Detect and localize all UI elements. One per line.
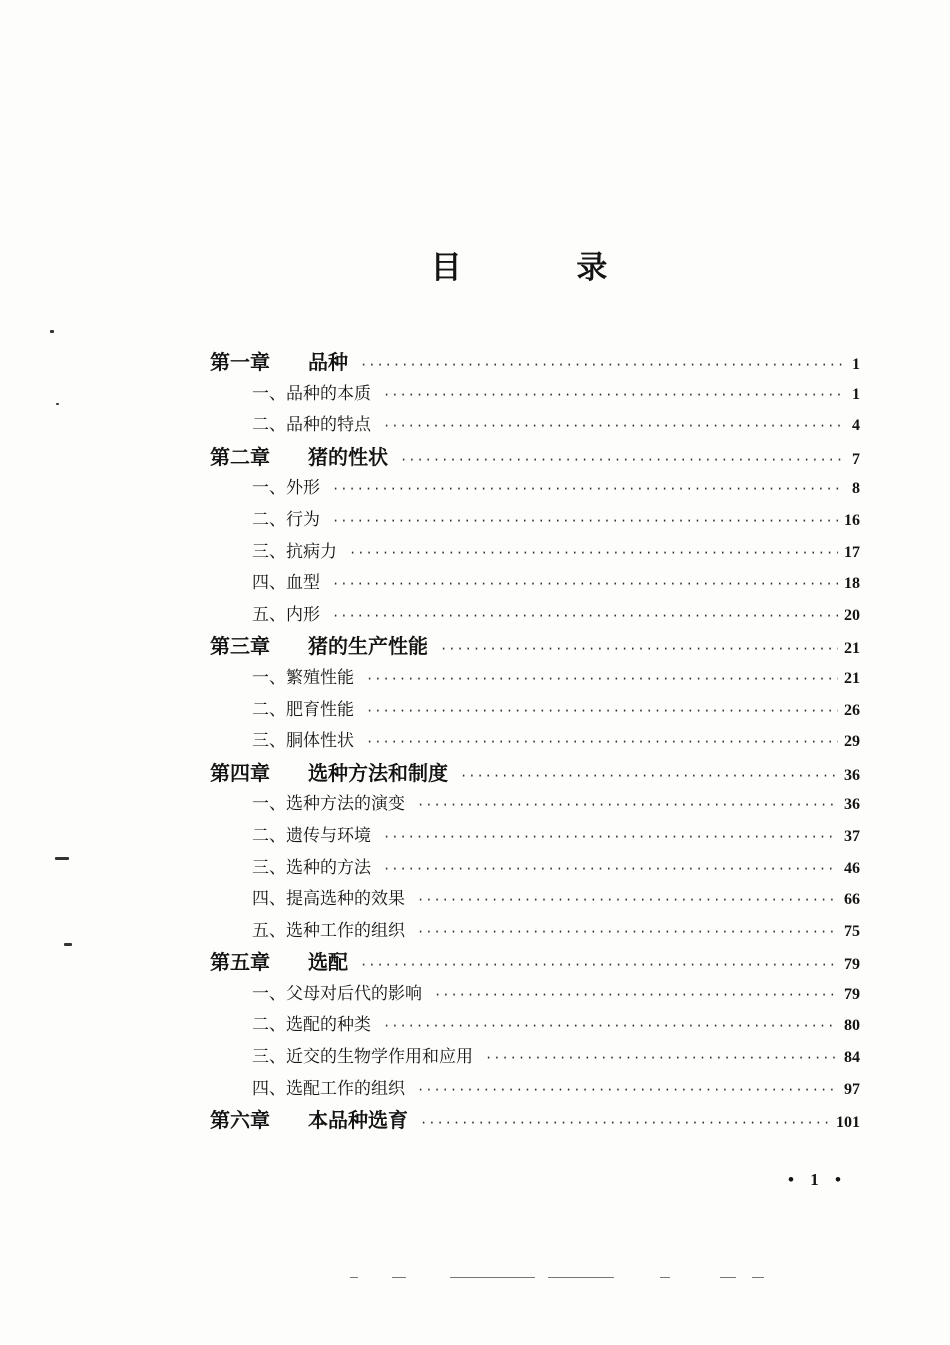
section-page-number: 17	[844, 543, 860, 561]
toc-section-row	[210, 1074, 860, 1106]
section-title: 繁殖性能	[286, 667, 354, 688]
section-title: 提高选种的效果	[286, 889, 405, 910]
dot-leader	[332, 506, 838, 538]
dot-leader	[349, 538, 838, 570]
section-number: 三、	[252, 541, 286, 562]
section-label	[252, 1042, 473, 1074]
toc-chapter-row	[210, 442, 860, 474]
section-number: 二、	[252, 415, 286, 436]
toc-chapter-row	[210, 347, 860, 379]
chapter-label	[210, 347, 348, 379]
toc-chapter-row	[210, 1105, 860, 1137]
toc-chapter-row	[210, 631, 860, 663]
chapter-page-number: 7	[852, 450, 860, 468]
section-number: 一、	[252, 667, 286, 688]
toc-section-row	[210, 537, 860, 569]
section-number: 一、	[252, 478, 286, 499]
section-label	[252, 726, 354, 758]
dot-leader	[332, 601, 838, 633]
section-page-number: 18	[844, 575, 860, 593]
page-folio: • 1 •	[788, 1170, 847, 1189]
chapter-number: 第六章	[210, 1108, 270, 1133]
section-title: 选配工作的组织	[286, 1078, 405, 1099]
toc-section-row	[210, 505, 860, 537]
section-number: 五、	[252, 604, 286, 625]
toc-section-row	[210, 695, 860, 727]
section-page-number: 4	[852, 417, 860, 435]
chapter-number: 第五章	[210, 950, 270, 975]
section-page-number: 80	[844, 1017, 860, 1035]
page-title: 目 录	[430, 250, 660, 286]
chapter-label	[210, 1105, 408, 1137]
section-page-number: 79	[844, 985, 860, 1003]
toc-section-row	[210, 789, 860, 821]
dot-leader	[383, 380, 842, 412]
scan-rule-fragment	[548, 1277, 614, 1278]
scan-speck	[50, 330, 54, 333]
section-title: 品种的本质	[286, 383, 371, 404]
section-label	[252, 1010, 371, 1042]
dot-leader	[417, 1075, 838, 1107]
dot-leader	[460, 761, 838, 793]
section-number: 四、	[252, 1078, 286, 1099]
chapter-label	[210, 442, 388, 474]
section-title: 选种方法的演变	[286, 794, 405, 815]
dot-leader	[366, 727, 838, 759]
toc-section-row	[210, 379, 860, 411]
toc-section-row	[210, 916, 860, 948]
chapter-label	[210, 758, 448, 790]
dot-leader	[360, 950, 838, 982]
section-page-number: 29	[844, 733, 860, 751]
toc-chapter-row	[210, 947, 860, 979]
toc-section-row	[210, 410, 860, 442]
chapter-title: 品种	[308, 350, 348, 374]
toc-chapter-row	[210, 758, 860, 790]
dot-leader	[383, 411, 842, 443]
section-page-number: 37	[844, 827, 860, 845]
section-title: 遗传与环境	[286, 825, 371, 846]
section-title: 肥育性能	[286, 699, 354, 720]
section-title: 胴体性状	[286, 731, 354, 752]
section-label	[252, 979, 422, 1011]
section-label	[252, 537, 337, 569]
section-number: 二、	[252, 509, 286, 530]
chapter-title: 猪的生产性能	[308, 634, 428, 659]
section-title: 内形	[286, 604, 320, 625]
chapter-title: 本品种选育	[308, 1108, 408, 1133]
chapter-title: 选种方法和制度	[308, 760, 448, 785]
section-label	[252, 410, 371, 442]
toc-section-row	[210, 600, 860, 632]
toc-section-row	[210, 1010, 860, 1042]
section-label	[252, 695, 354, 727]
section-page-number: 1	[852, 385, 860, 403]
toc-section-row	[210, 663, 860, 695]
section-label	[252, 473, 320, 505]
dot-leader	[417, 790, 838, 822]
section-number: 五、	[252, 920, 286, 941]
dot-leader	[420, 1108, 830, 1140]
section-label	[252, 568, 320, 600]
section-title: 血型	[286, 573, 320, 594]
section-page-number: 16	[844, 511, 860, 529]
dot-leader	[332, 474, 842, 506]
toc-section-row	[210, 884, 860, 916]
dot-leader	[417, 885, 838, 917]
section-number: 一、	[252, 983, 286, 1004]
dot-leader	[417, 917, 838, 949]
section-label	[252, 884, 405, 916]
section-label	[252, 853, 371, 885]
section-title: 抗病力	[286, 541, 337, 562]
section-number: 一、	[252, 794, 286, 815]
scan-rule-fragment	[720, 1277, 736, 1278]
chapter-number: 第四章	[210, 760, 270, 785]
chapter-page-number: 21	[844, 640, 860, 658]
section-label	[252, 505, 320, 537]
section-label	[252, 379, 371, 411]
scan-rule-fragment	[450, 1277, 535, 1278]
section-number: 三、	[252, 1047, 286, 1068]
scan-rule-fragment	[752, 1277, 764, 1278]
section-page-number: 97	[844, 1080, 860, 1098]
section-page-number: 84	[844, 1049, 860, 1067]
section-page-number: 26	[844, 701, 860, 719]
section-page-number: 75	[844, 922, 860, 940]
toc-section-row	[210, 568, 860, 600]
section-title: 外形	[286, 478, 320, 499]
section-page-number: 20	[844, 606, 860, 624]
section-number: 三、	[252, 731, 286, 752]
section-title: 行为	[286, 509, 320, 530]
dot-leader	[366, 664, 838, 696]
toc-section-row	[210, 1042, 860, 1074]
scan-speck	[55, 857, 69, 860]
toc-section-row	[210, 726, 860, 758]
dot-leader	[485, 1043, 838, 1075]
section-label	[252, 916, 405, 948]
table-of-contents	[210, 347, 860, 1137]
chapter-page-number: 79	[844, 956, 860, 974]
dot-leader	[383, 822, 838, 854]
section-number: 四、	[252, 573, 286, 594]
section-page-number: 46	[844, 859, 860, 877]
dot-leader	[383, 1011, 838, 1043]
section-title: 选种工作的组织	[286, 920, 405, 941]
dot-leader	[360, 350, 842, 382]
chapter-page-number: 1	[852, 356, 860, 373]
section-label	[252, 789, 405, 821]
chapter-label	[210, 631, 428, 663]
scan-speck	[56, 403, 59, 405]
section-title: 近交的生物学作用和应用	[286, 1047, 473, 1068]
dot-leader	[383, 854, 838, 886]
chapter-title: 选配	[308, 950, 348, 975]
scan-speck	[64, 943, 72, 946]
section-title: 父母对后代的影响	[286, 983, 422, 1004]
chapter-number: 第二章	[210, 444, 270, 469]
toc-section-row	[210, 853, 860, 885]
section-label	[252, 821, 371, 853]
dot-leader	[332, 569, 838, 601]
section-page-number: 36	[844, 796, 860, 814]
scan-rule-fragment	[660, 1277, 670, 1278]
dot-leader	[434, 980, 838, 1012]
section-title: 品种的特点	[286, 415, 371, 436]
chapter-number: 第三章	[210, 634, 270, 659]
section-number: 二、	[252, 699, 286, 720]
scan-rule-fragment	[392, 1277, 406, 1278]
chapter-number: 第一章	[210, 350, 270, 374]
section-page-number: 8	[852, 480, 860, 498]
chapter-page-number: 36	[844, 766, 860, 784]
chapter-page-number: 101	[836, 1114, 860, 1132]
toc-section-row	[210, 473, 860, 505]
section-number: 一、	[252, 383, 286, 404]
section-number: 三、	[252, 857, 286, 878]
toc-section-row	[210, 979, 860, 1011]
toc-section-row	[210, 821, 860, 853]
dot-leader	[400, 445, 842, 477]
scan-rule-fragment	[350, 1277, 358, 1278]
section-number: 四、	[252, 889, 286, 910]
section-label	[252, 600, 320, 632]
section-title: 选种的方法	[286, 857, 371, 878]
section-page-number: 66	[844, 891, 860, 909]
section-label	[252, 1074, 405, 1106]
dot-leader	[440, 634, 838, 666]
chapter-title: 猪的性状	[308, 444, 388, 469]
chapter-label	[210, 947, 348, 979]
section-page-number: 21	[844, 669, 860, 687]
section-number: 二、	[252, 1015, 286, 1036]
section-label	[252, 663, 354, 695]
section-number: 二、	[252, 825, 286, 846]
section-title: 选配的种类	[286, 1015, 371, 1036]
dot-leader	[366, 696, 838, 728]
